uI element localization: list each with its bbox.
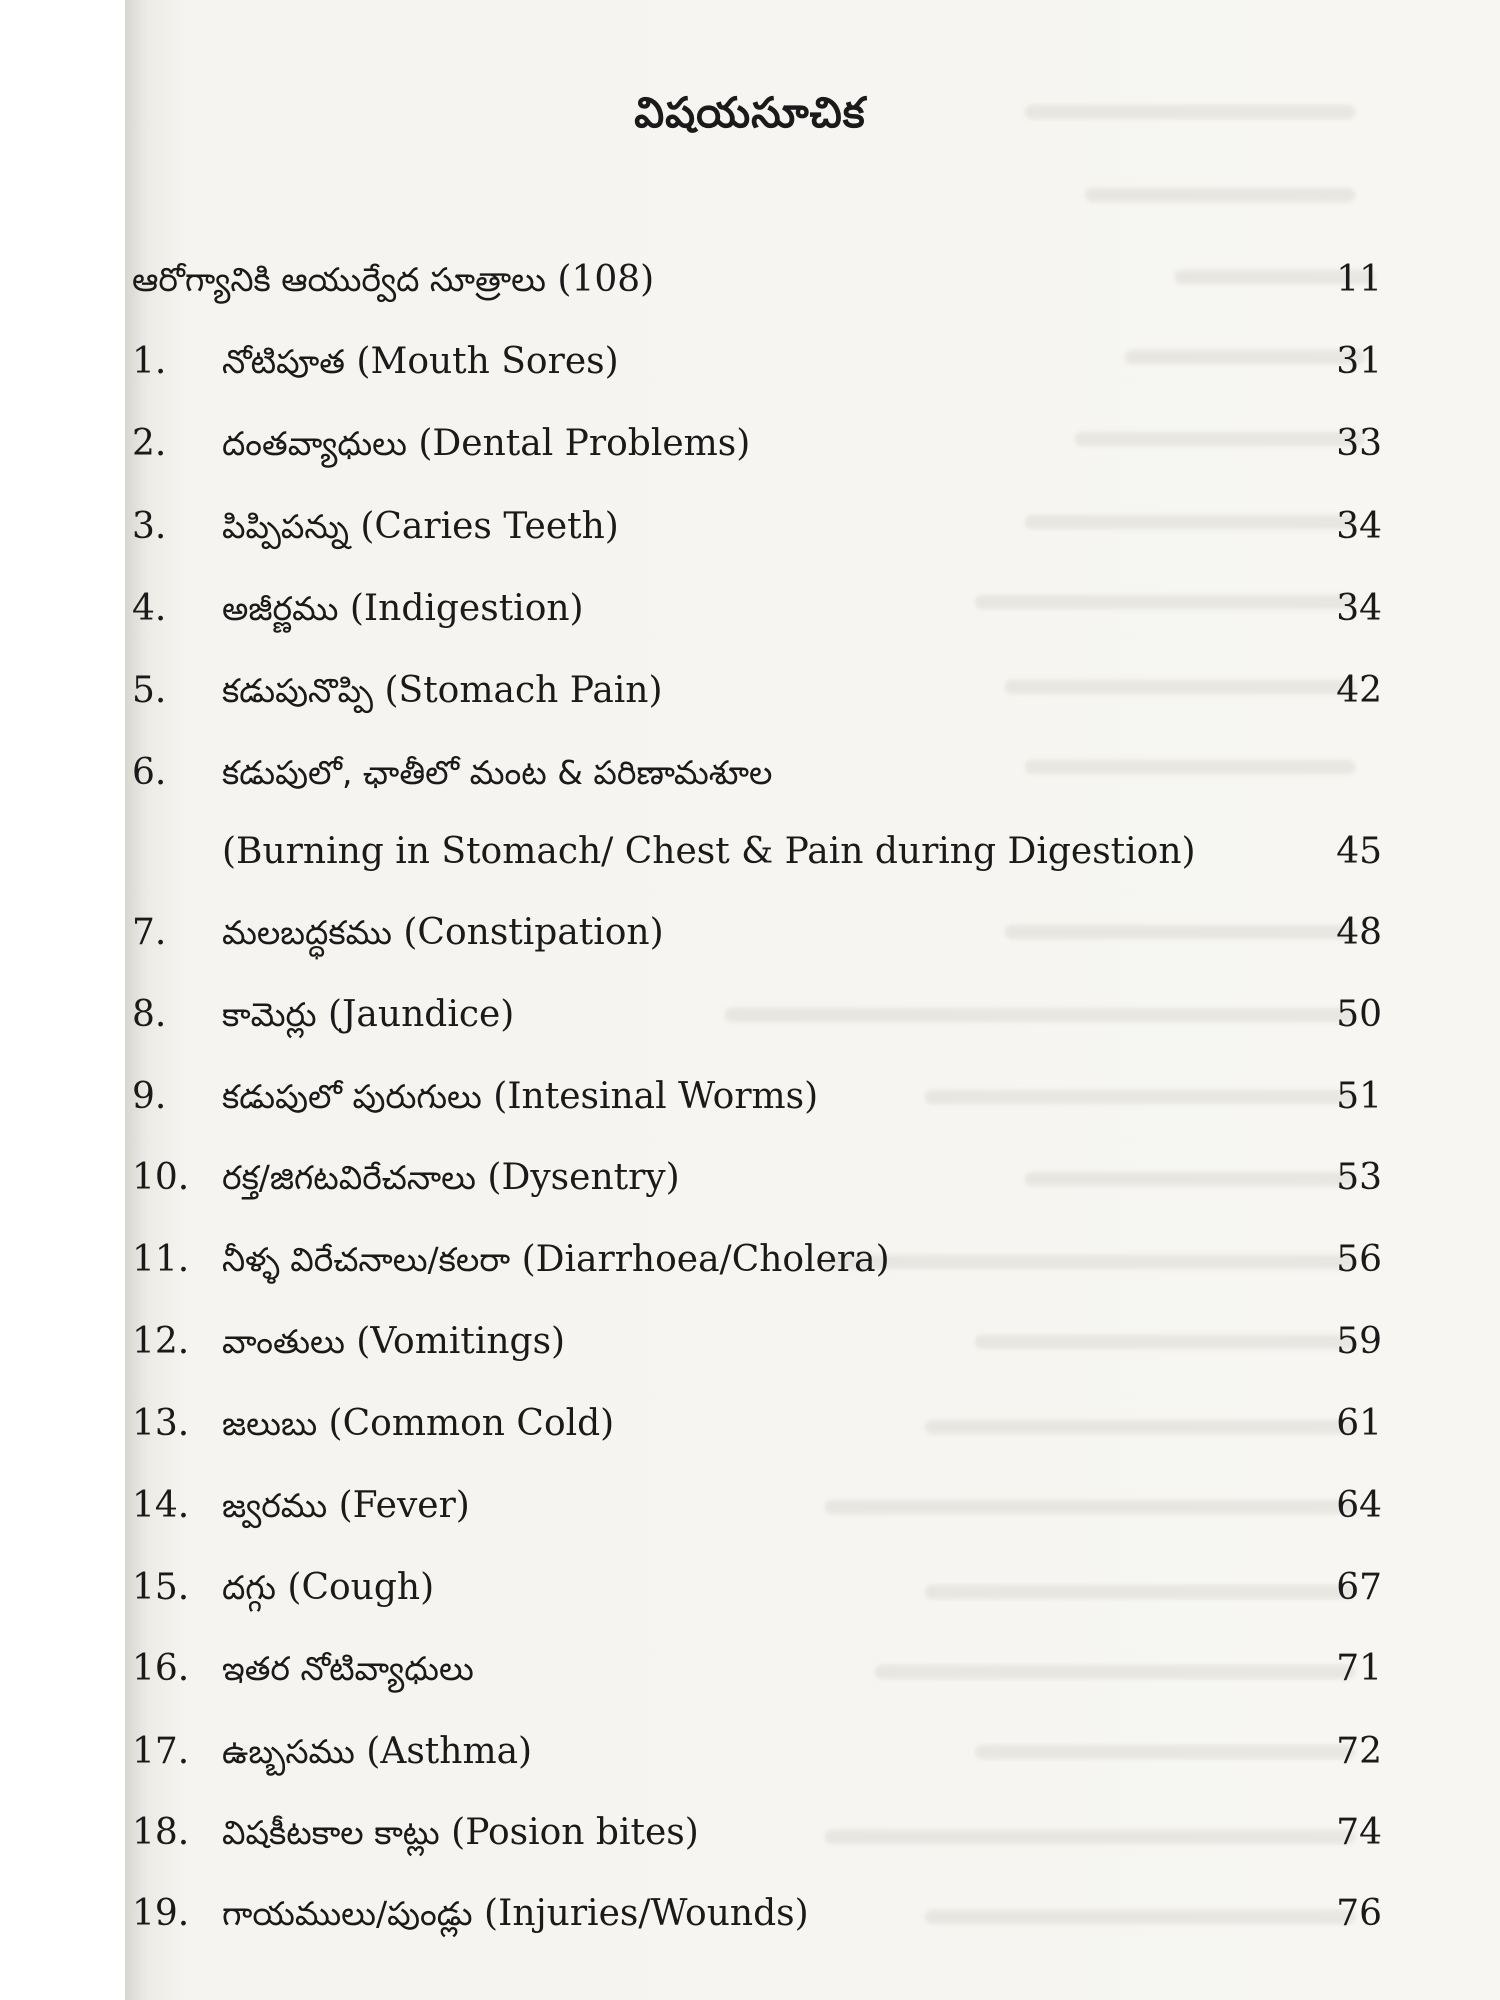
toc-entry — [132, 1312, 1382, 1372]
entry-title-telugu: జ్వరము — [222, 1486, 328, 1525]
entry-title-telugu: ఆరోగ్యానికి ఆయుర్వేద సూత్రాలు — [132, 260, 546, 299]
entry-title-english: (Posion bites) — [439, 1812, 699, 1853]
entry-page-number: 33 — [1336, 423, 1382, 464]
toc-entry — [132, 1803, 1382, 1863]
entry-title-telugu: కడుపులో పురుగులు — [222, 1077, 482, 1116]
entry-title — [222, 661, 663, 721]
entry-title-telugu: నీళ్ళ విరేచనాలు/కలరా — [222, 1240, 511, 1279]
toc-entry — [132, 1394, 1382, 1454]
entry-title — [222, 1394, 614, 1454]
entry-title-english: (Fever) — [327, 1485, 470, 1526]
toc-entry — [132, 903, 1382, 963]
entry-title-english: (Injuries/Wounds) — [472, 1893, 809, 1934]
entry-number: 15. — [132, 1567, 190, 1608]
entry-title-telugu: రక్త/జిగటవిరేచనాలు — [222, 1158, 476, 1197]
entry-page-number: 67 — [1336, 1567, 1382, 1608]
entry-number: 5. — [132, 670, 167, 711]
entry-page-number: 11 — [1336, 259, 1382, 300]
entry-title — [222, 985, 514, 1045]
entry-title-english: (Vomitings) — [344, 1321, 566, 1362]
entry-title-english: (Mouth Sores) — [344, 341, 619, 382]
entry-title-telugu: జలుబు — [222, 1404, 318, 1443]
entry-title — [222, 1230, 890, 1290]
entry-page-number: 71 — [1336, 1648, 1382, 1689]
entry-page-number: 76 — [1336, 1893, 1382, 1934]
toc-entry — [132, 1722, 1382, 1782]
entry-page-number: 31 — [1336, 341, 1382, 382]
entry-title-telugu: దగ్గు — [222, 1568, 276, 1607]
entry-number: 8. — [132, 994, 167, 1035]
toc-entry — [132, 985, 1382, 1045]
entry-title-english: (Common Cold) — [317, 1403, 615, 1444]
entry-page-number: 56 — [1336, 1239, 1382, 1280]
entry-title — [222, 743, 772, 803]
entry-title — [222, 497, 619, 557]
entry-page-number: 48 — [1336, 912, 1382, 953]
toc-entry — [132, 579, 1382, 639]
entry-title-telugu: కడుపులో, ఛాతీలో మంట & పరిణామశూల — [222, 753, 773, 792]
entry-number: 1. — [132, 341, 167, 382]
entry-title-english: (Intesinal Worms) — [481, 1076, 819, 1117]
entry-page-number: 34 — [1336, 588, 1382, 629]
entry-title-english: (Indigestion) — [338, 588, 584, 629]
toc-entry — [132, 1884, 1382, 1944]
toc-entry — [132, 1558, 1382, 1618]
entry-title-telugu: నోటిపూత — [222, 342, 345, 381]
page-title: విషయసూచిక — [634, 88, 866, 137]
entry-number: 19. — [132, 1893, 190, 1934]
entry-page-number: 64 — [1336, 1485, 1382, 1526]
entry-page-number: 42 — [1336, 670, 1382, 711]
entry-number: 2. — [132, 423, 167, 464]
entry-number: 11. — [132, 1239, 190, 1280]
entry-title-english: (Dysentry) — [475, 1157, 680, 1198]
entry-title-english: (Burning in Stomach/ Chest & Pain during Digestion) — [222, 831, 1196, 872]
toc-entry — [132, 1067, 1382, 1127]
entry-number: 6. — [132, 752, 167, 793]
entry-page-number: 59 — [1336, 1321, 1382, 1362]
entry-title-telugu: పిప్పిపన్ను — [222, 507, 349, 546]
entry-title — [132, 250, 654, 310]
toc-entry — [132, 250, 1382, 310]
entry-number: 18. — [132, 1812, 190, 1853]
entry-title-telugu: దంతవ్యాధులు — [222, 424, 407, 463]
entry-title-telugu: వాంతులు — [222, 1322, 345, 1361]
entry-title — [222, 1803, 699, 1863]
entry-title-english: (Jaundice) — [316, 994, 515, 1035]
entry-title — [222, 1558, 434, 1618]
entry-title — [222, 1722, 532, 1782]
entry-title-english: (Stomach Pain) — [373, 670, 663, 711]
toc-entry — [132, 1230, 1382, 1290]
entry-number: 9. — [132, 1076, 167, 1117]
entry-number: 7. — [132, 912, 167, 953]
entry-title-english: (Asthma) — [354, 1731, 533, 1772]
entry-number: 17. — [132, 1731, 190, 1772]
entry-title — [222, 1148, 680, 1208]
entry-number: 16. — [132, 1648, 190, 1689]
entry-title — [222, 1884, 809, 1944]
toc-entry — [132, 661, 1382, 721]
entry-title-telugu: కడుపునొప్పి — [222, 671, 374, 710]
entry-title-english: (Cough) — [275, 1567, 435, 1608]
entry-number: 13. — [132, 1403, 190, 1444]
entry-title-english: (108) — [545, 259, 655, 300]
entry-page-number: 53 — [1336, 1157, 1382, 1198]
entry-page-number: 51 — [1336, 1076, 1382, 1117]
entry-title-english: (Constipation) — [391, 912, 664, 953]
entry-title — [222, 579, 584, 639]
toc-entry — [132, 332, 1382, 392]
entry-title — [222, 332, 619, 392]
entry-page-number: 61 — [1336, 1403, 1382, 1444]
entry-page-number: 45 — [1336, 831, 1382, 872]
entry-page-number: 50 — [1336, 994, 1382, 1035]
entry-title — [222, 822, 1196, 882]
entry-page-number: 74 — [1336, 1812, 1382, 1853]
entry-title-telugu: ఉబ్బసము — [222, 1732, 355, 1771]
entry-title-telugu: గాయములు/పుండ్లు — [222, 1894, 473, 1933]
entry-title-telugu: కామెర్లు — [222, 995, 317, 1034]
toc-entry — [132, 1639, 1382, 1699]
toc-entry — [132, 743, 1382, 803]
entry-number: 14. — [132, 1485, 190, 1526]
entry-title — [222, 1639, 474, 1699]
entry-number: 3. — [132, 506, 167, 547]
toc-entry — [132, 497, 1382, 557]
entry-title — [222, 903, 664, 963]
entry-title — [222, 414, 750, 474]
entry-number: 10. — [132, 1157, 190, 1198]
entry-number: 12. — [132, 1321, 190, 1362]
entry-title — [222, 1312, 565, 1372]
entry-title-telugu: ఇతర నోటివ్యాధులు — [222, 1649, 474, 1688]
entry-title-telugu: విషకీటకాల కాట్లు — [222, 1813, 440, 1852]
entry-title-english: (Diarrhoea/Cholera) — [510, 1239, 890, 1280]
entry-title — [222, 1067, 818, 1127]
toc-entry — [132, 1476, 1382, 1536]
entry-page-number: 34 — [1336, 506, 1382, 547]
entry-title-telugu: మలబద్ధకము — [222, 913, 392, 952]
entry-page-number: 72 — [1336, 1731, 1382, 1772]
entry-title-english: (Caries Teeth) — [348, 506, 619, 547]
toc-entry — [132, 822, 1382, 882]
toc-entry — [132, 414, 1382, 474]
entry-title-english: (Dental Problems) — [406, 423, 751, 464]
entry-title — [222, 1476, 470, 1536]
entry-number: 4. — [132, 588, 167, 629]
entry-title-telugu: అజీర్ణము — [222, 589, 339, 628]
toc-entry — [132, 1148, 1382, 1208]
